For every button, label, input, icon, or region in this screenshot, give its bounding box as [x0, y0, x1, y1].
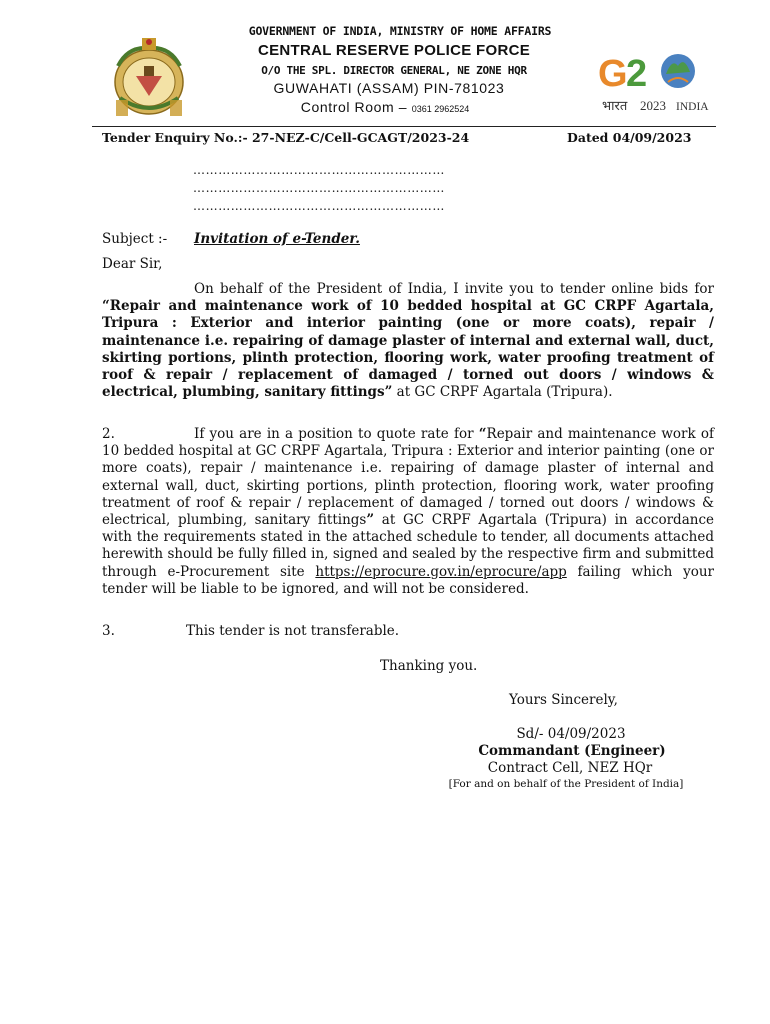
control-room-line — [0, 99, 770, 115]
signatory-designation: Commandant (Engineer) — [478, 743, 666, 759]
subject-line — [102, 231, 360, 247]
para2-work: Repair and maintenance work of 10 bedded hospital at GC CRPF Agartala, Tripura : Exterior and interior painting (one or more coats), repair / maintenance i.e. repairing of damage plaster of internal and external wall, duct, skirting portions, plinth protection, flooring work, water proofing treatment of roof & repair / replacement of damaged / torned out doors / windows & electrical, plumbing, sanitary fittings — [102, 426, 715, 529]
office-line: O/O THE SPL. DIRECTOR GENERAL, NE ZONE HQR — [261, 64, 527, 77]
signatory-office: Contract Cell, NEZ HQr — [487, 760, 653, 776]
svg-text:INDIA: INDIA — [676, 101, 709, 113]
subject-text: Invitation of e-Tender. — [194, 231, 360, 247]
ministry-line: GOVERNMENT OF INDIA, MINISTRY OF HOME AFFAIRS — [248, 24, 552, 38]
para2-a: If you are in a position to quote rate for — [194, 426, 479, 442]
address-line: GUWAHATI (ASSAM) PIN-781023 — [273, 80, 505, 96]
svg-text:2: 2 — [626, 53, 648, 95]
letterhead — [0, 24, 770, 115]
eprocure-link[interactable]: https://eprocure.gov.in/eprocure/app — [315, 563, 567, 580]
work-title: “Repair and maintenance work of 10 bedded hospital at GC CRPF Agartala, Tripura : Exterior and interior painting (one or more coats), repair / maintenance i.e. repairing of damage plaster of internal and external wall, duct, skirting portions, plinth protection, flooring work, water proofing treatment of roof & repair / replacement of damaged / torned out doors / windows & electrical, plumbing, sanitary fittings” — [102, 298, 714, 401]
tender-enquiry-number: Tender Enquiry No.:- 27-NEZ-C/Cell-GCAGT/2023-24 — [102, 130, 470, 145]
signature-date: Sd/- 04/09/2023 — [516, 726, 626, 742]
letter-date: Dated 04/09/2023 — [567, 130, 692, 145]
para1-tail: at GC CRPF Agartala (Tripura). — [392, 384, 613, 401]
address-placeholder-line: …………………………………………………… — [193, 163, 445, 177]
para3-number: 3. — [102, 623, 115, 639]
para2-d: failing which your tender will be liable to be ignored, and will not be considered. — [102, 563, 714, 597]
paragraph-1 — [102, 281, 714, 401]
svg-text:G: G — [598, 53, 628, 95]
header-divider — [92, 126, 716, 127]
para2-close-quote: ” — [366, 512, 375, 529]
control-room-phone: 0361 2962524 — [411, 104, 470, 114]
para2-open-quote: “ — [478, 426, 487, 442]
svg-text:2023: 2023 — [640, 98, 666, 113]
yours-sincerely: Yours Sincerely, — [509, 692, 618, 708]
control-room-label: Control Room – — [300, 99, 408, 115]
paragraph-2 — [102, 426, 714, 598]
para3-text: This tender is not transferable. — [186, 623, 400, 639]
paragraph-3 — [102, 623, 400, 639]
address-placeholder-line: …………………………………………………… — [193, 199, 445, 213]
para1-lead: On behalf of the President of India, I invite you to tender online bids for — [194, 281, 714, 297]
thanking-line: Thanking you. — [380, 658, 478, 674]
svg-text:भारत: भारत — [602, 99, 628, 114]
address-placeholder-line: …………………………………………………… — [193, 181, 445, 195]
para2-c: at GC CRPF Agartala (Tripura) in accordance with the requirements stated in the attached schedule to tender, all documents attached herewith should be fully filled in, signed and sealed by the respective firm and submitted through e-Procurement site — [102, 512, 714, 580]
para2-number: 2. — [102, 426, 115, 442]
behalf-note: [For and on behalf of the President of India] — [448, 778, 684, 790]
subject-label: Subject :- — [102, 231, 168, 247]
salutation: Dear Sir, — [102, 256, 163, 272]
force-name: CENTRAL RESERVE POLICE FORCE — [257, 42, 531, 59]
